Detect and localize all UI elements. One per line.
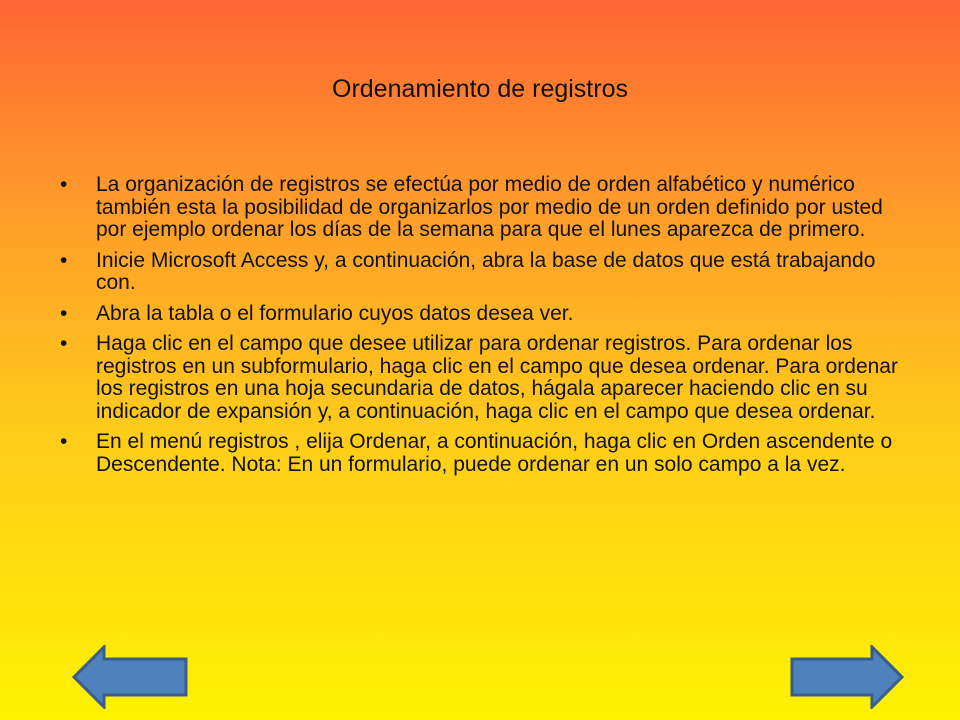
bullet-item [60, 431, 910, 476]
bullet-dot: • [60, 248, 68, 272]
bullet-text: Haga clic en el campo que desee utilizar para ordenar registros. Para ordenar los registros en un subformulario, haga clic en el campo que desea ordenar. Para ordenar los registros en una hoja secundaria de datos, hágala aparecer haciendo clic en su indicador de expansión y, a continuación, haga clic en el campo que desea ordenar. [96, 332, 898, 423]
bullet-text: Abra la tabla o el formulario cuyos datos desea ver. [96, 301, 574, 325]
bullet-dot: • [60, 430, 68, 453]
bullet-item [60, 174, 910, 242]
slide-title: Ordenamiento de registros [332, 75, 628, 103]
bullet-item [60, 250, 910, 295]
bullet-item [60, 333, 910, 423]
left-arrow-icon [72, 645, 192, 709]
bullet-text: En el menú registros , elija Ordenar, a continuación, haga clic en Orden ascendente o Descendente. Nota: En un formulario, puede ordenar en un solo campo a la vez. [96, 430, 893, 476]
next-slide-button[interactable] [786, 645, 906, 709]
right-arrow-icon [786, 645, 906, 709]
bullet-dot: • [60, 173, 68, 196]
bullet-text: Inicie Microsoft Access y, a continuación, abra la base de datos que está trabajando con. [96, 248, 876, 294]
bullet-dot: • [60, 332, 68, 355]
bullet-list [60, 174, 910, 484]
bullet-text: La organización de registros se efectúa por medio de orden alfabético y numérico también esta la posibilidad de organizarlos por medio de un orden definido por usted por ejemplo ordenar los días de la semana para que el lunes aparezca de primero. [96, 173, 883, 241]
bullet-dot: • [60, 301, 68, 325]
previous-slide-button[interactable] [72, 645, 192, 709]
bullet-item [60, 303, 910, 326]
